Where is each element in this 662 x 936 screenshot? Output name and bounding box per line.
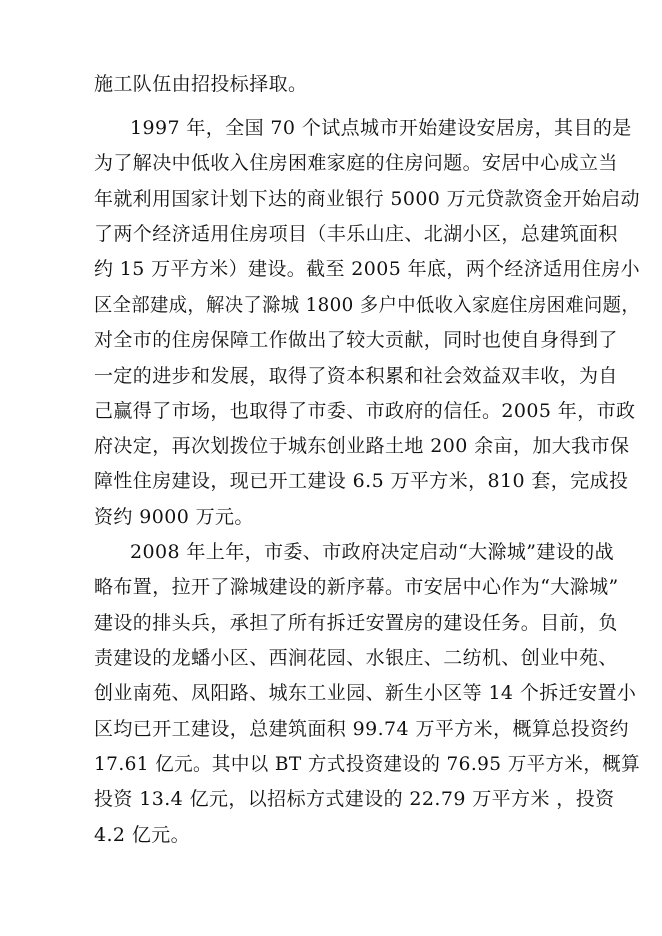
text-line-9: 一定的进步和发展，取得了资本积累和社会效益双丰收，为自 bbox=[94, 365, 618, 387]
paragraph-1-first-line: 1997 年，全国 70 个试点城市开始建设安居房，其目的是 bbox=[130, 117, 632, 139]
text-line-16: 建设的排头兵，承担了所有拆迁安置房的建设任务。目前，负 bbox=[94, 612, 618, 634]
text-line-8: 对全市的住房保障工作做出了较大贡献，同时也使自身得到了 bbox=[94, 329, 618, 351]
text-line-21: 投资 13.4 亿元，以招标方式建设的 22.79 万平方米 ，投资 bbox=[94, 788, 615, 810]
text-line-1: 施工队伍由招投标择取。 bbox=[94, 73, 308, 95]
text-line-12: 障性住房建设，现已开工建设 6.5 万平方米，810 套，完成投 bbox=[94, 470, 629, 492]
text-line-20: 17.61 亿元。其中以 BT 方式投资建设的 76.95 万平方米，概算 bbox=[94, 753, 641, 775]
text-line-19: 区均已开工建设，总建筑面积 99.74 万平方米，概算总投资约 bbox=[94, 718, 629, 740]
text-line-6: 约 15 万平方米）建设。截至 2005 年底，两个经济适用住房小 bbox=[94, 258, 641, 280]
text-line-10: 己赢得了市场，也取得了市委、市政府的信任。2005 年，市政 bbox=[94, 400, 636, 422]
text-line-15: 略布置，拉开了滁城建设的新序幕。市安居中心作为“大滁城” bbox=[94, 576, 619, 598]
text-line-11: 府决定，再次划拨位于城东创业路土地 200 余亩，加大我市保 bbox=[94, 435, 630, 457]
text-line-5: 了两个经济适用住房项目（丰乐山庄、北湖小区，总建筑面积 bbox=[94, 223, 618, 245]
text-line-13: 资约 9000 万元。 bbox=[94, 506, 254, 528]
text-line-3: 为了解决中低收入住房困难家庭的住房问题。安居中心成立当 bbox=[94, 152, 618, 174]
text-line-18: 创业南苑、凤阳路、城东工业园、新生小区等 14 个拆迁安置小 bbox=[94, 682, 637, 704]
text-line-17: 责建设的龙蟠小区、西涧花园、水银庄、二纺机、创业中苑、 bbox=[94, 647, 618, 669]
paragraph-2-first-line: 2008 年上年，市委、市政府决定启动“大滁城”建设的战 bbox=[130, 541, 615, 563]
text-line-4: 年就利用国家计划下达的商业银行 5000 万元贷款资金开始启动 bbox=[94, 188, 640, 210]
text-line-7: 区全部建成，解决了滁城 1800 多户中低收入家庭住房困难问题， bbox=[94, 294, 641, 316]
text-line-22: 4.2 亿元。 bbox=[94, 824, 191, 846]
